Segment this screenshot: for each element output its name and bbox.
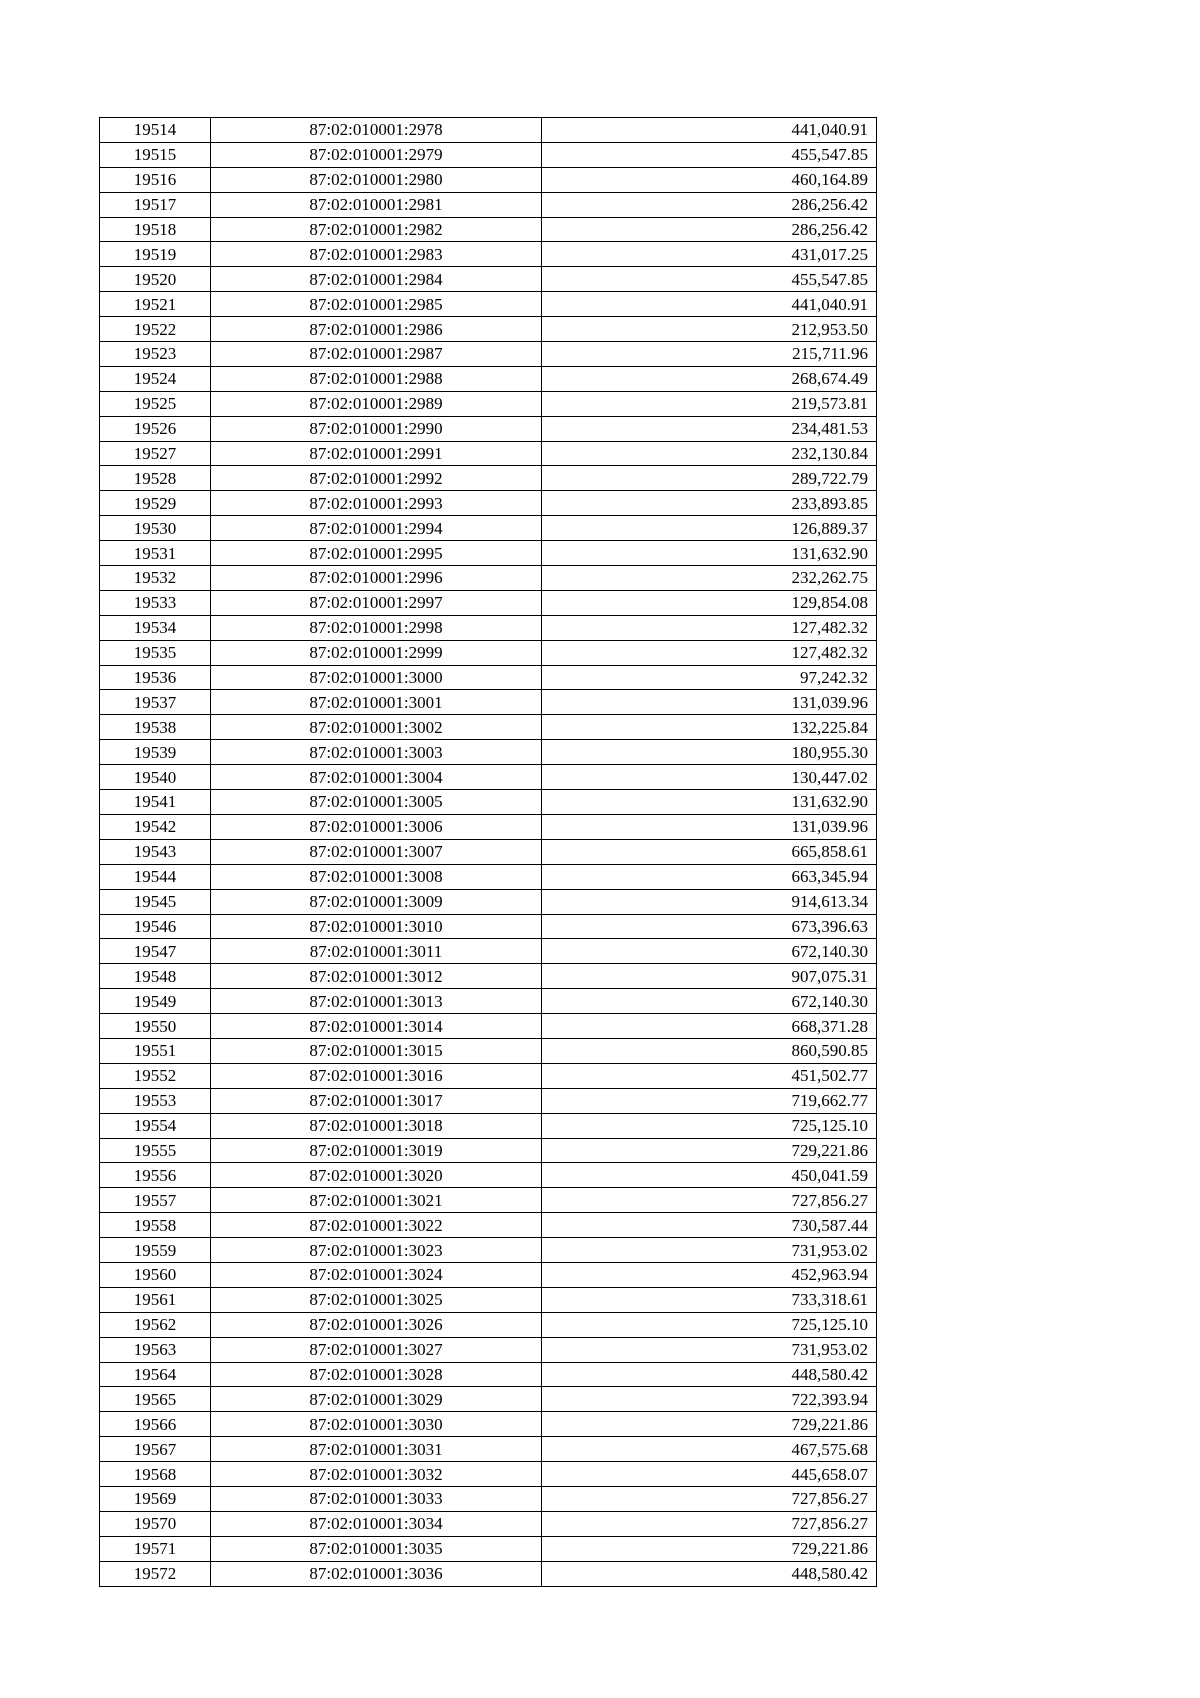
cadastral-number-cell: 87:02:010001:3035 [211, 1536, 542, 1561]
cadastral-value-cell: 727,856.27 [542, 1188, 877, 1213]
cadastral-value-cell: 445,658.07 [542, 1462, 877, 1487]
table-row [100, 889, 877, 914]
table-row [100, 416, 877, 441]
row-number-cell: 19523 [100, 342, 211, 367]
row-number-cell: 19525 [100, 391, 211, 416]
cadastral-number-cell: 87:02:010001:3036 [211, 1561, 542, 1586]
cadastral-value-cell: 234,481.53 [542, 416, 877, 441]
cadastral-number-cell: 87:02:010001:2994 [211, 516, 542, 541]
cadastral-number-cell: 87:02:010001:3006 [211, 814, 542, 839]
row-number-cell: 19542 [100, 814, 211, 839]
row-number-cell: 19539 [100, 740, 211, 765]
row-number-cell: 19543 [100, 839, 211, 864]
cadastral-value-cell: 452,963.94 [542, 1262, 877, 1287]
row-number-cell: 19563 [100, 1337, 211, 1362]
cadastral-value-cell: 232,262.75 [542, 566, 877, 591]
row-number-cell: 19567 [100, 1437, 211, 1462]
cadastral-value-table [99, 117, 877, 1587]
table-row [100, 989, 877, 1014]
row-number-cell: 19558 [100, 1213, 211, 1238]
table-row [100, 1561, 877, 1586]
cadastral-number-cell: 87:02:010001:3022 [211, 1213, 542, 1238]
cadastral-value-cell: 132,225.84 [542, 715, 877, 740]
cadastral-number-cell: 87:02:010001:2998 [211, 615, 542, 640]
cadastral-number-cell: 87:02:010001:2988 [211, 366, 542, 391]
cadastral-value-cell: 727,856.27 [542, 1511, 877, 1536]
cadastral-number-cell: 87:02:010001:3027 [211, 1337, 542, 1362]
cadastral-value-cell: 448,580.42 [542, 1561, 877, 1586]
cadastral-number-cell: 87:02:010001:2983 [211, 242, 542, 267]
table-row [100, 640, 877, 665]
cadastral-value-cell: 180,955.30 [542, 740, 877, 765]
cadastral-value-cell: 219,573.81 [542, 391, 877, 416]
cadastral-number-cell: 87:02:010001:3007 [211, 839, 542, 864]
table-row [100, 142, 877, 167]
cadastral-number-cell: 87:02:010001:2993 [211, 491, 542, 516]
table-row [100, 864, 877, 889]
cadastral-value-cell: 286,256.42 [542, 217, 877, 242]
cadastral-value-cell: 131,039.96 [542, 690, 877, 715]
cadastral-number-cell: 87:02:010001:3023 [211, 1238, 542, 1263]
row-number-cell: 19541 [100, 790, 211, 815]
table-row [100, 1511, 877, 1536]
row-number-cell: 19540 [100, 765, 211, 790]
cadastral-number-cell: 87:02:010001:3012 [211, 964, 542, 989]
table-row [100, 1014, 877, 1039]
cadastral-value-cell: 860,590.85 [542, 1038, 877, 1063]
cadastral-number-cell: 87:02:010001:3015 [211, 1038, 542, 1063]
cadastral-number-cell: 87:02:010001:3002 [211, 715, 542, 740]
cadastral-value-cell: 431,017.25 [542, 242, 877, 267]
table-row [100, 1337, 877, 1362]
row-number-cell: 19531 [100, 541, 211, 566]
row-number-cell: 19520 [100, 267, 211, 292]
table-row [100, 242, 877, 267]
row-number-cell: 19538 [100, 715, 211, 740]
cadastral-number-cell: 87:02:010001:2987 [211, 342, 542, 367]
row-number-cell: 19568 [100, 1462, 211, 1487]
cadastral-value-cell: 129,854.08 [542, 590, 877, 615]
row-number-cell: 19545 [100, 889, 211, 914]
table-row [100, 1063, 877, 1088]
cadastral-number-cell: 87:02:010001:2984 [211, 267, 542, 292]
cadastral-value-cell: 731,953.02 [542, 1337, 877, 1362]
table-row [100, 192, 877, 217]
table-row [100, 590, 877, 615]
table-row [100, 1362, 877, 1387]
cadastral-number-cell: 87:02:010001:3001 [211, 690, 542, 715]
row-number-cell: 19527 [100, 441, 211, 466]
cadastral-number-cell: 87:02:010001:3024 [211, 1262, 542, 1287]
row-number-cell: 19514 [100, 118, 211, 143]
cadastral-value-cell: 729,221.86 [542, 1138, 877, 1163]
row-number-cell: 19517 [100, 192, 211, 217]
table-row [100, 342, 877, 367]
cadastral-number-cell: 87:02:010001:2991 [211, 441, 542, 466]
cadastral-value-cell: 131,632.90 [542, 790, 877, 815]
cadastral-number-cell: 87:02:010001:3028 [211, 1362, 542, 1387]
cadastral-number-cell: 87:02:010001:3033 [211, 1486, 542, 1511]
cadastral-number-cell: 87:02:010001:3018 [211, 1113, 542, 1138]
table-row [100, 1312, 877, 1337]
table-row [100, 391, 877, 416]
table-row [100, 615, 877, 640]
table-row [100, 1262, 877, 1287]
cadastral-value-cell: 215,711.96 [542, 342, 877, 367]
cadastral-value-cell: 460,164.89 [542, 167, 877, 192]
cadastral-number-cell: 87:02:010001:2980 [211, 167, 542, 192]
cadastral-value-cell: 467,575.68 [542, 1437, 877, 1462]
cadastral-number-cell: 87:02:010001:2996 [211, 566, 542, 591]
row-number-cell: 19565 [100, 1387, 211, 1412]
table-row [100, 964, 877, 989]
table-row [100, 839, 877, 864]
row-number-cell: 19532 [100, 566, 211, 591]
row-number-cell: 19536 [100, 665, 211, 690]
cadastral-value-cell: 673,396.63 [542, 914, 877, 939]
cadastral-value-cell: 665,858.61 [542, 839, 877, 864]
table-row [100, 1163, 877, 1188]
row-number-cell: 19554 [100, 1113, 211, 1138]
row-number-cell: 19515 [100, 142, 211, 167]
cadastral-value-cell: 729,221.86 [542, 1536, 877, 1561]
table-row [100, 1412, 877, 1437]
cadastral-value-cell: 97,242.32 [542, 665, 877, 690]
row-number-cell: 19548 [100, 964, 211, 989]
cadastral-value-cell: 268,674.49 [542, 366, 877, 391]
cadastral-number-cell: 87:02:010001:3017 [211, 1088, 542, 1113]
cadastral-value-cell: 730,587.44 [542, 1213, 877, 1238]
cadastral-number-cell: 87:02:010001:2978 [211, 118, 542, 143]
cadastral-number-cell: 87:02:010001:3025 [211, 1287, 542, 1312]
cadastral-number-cell: 87:02:010001:3011 [211, 939, 542, 964]
cadastral-number-cell: 87:02:010001:3010 [211, 914, 542, 939]
row-number-cell: 19564 [100, 1362, 211, 1387]
cadastral-number-cell: 87:02:010001:2997 [211, 590, 542, 615]
table-row [100, 715, 877, 740]
cadastral-number-cell: 87:02:010001:3029 [211, 1387, 542, 1412]
row-number-cell: 19562 [100, 1312, 211, 1337]
row-number-cell: 19534 [100, 615, 211, 640]
cadastral-value-cell: 127,482.32 [542, 640, 877, 665]
row-number-cell: 19549 [100, 989, 211, 1014]
row-number-cell: 19571 [100, 1536, 211, 1561]
cadastral-value-cell: 131,632.90 [542, 541, 877, 566]
cadastral-value-cell: 289,722.79 [542, 466, 877, 491]
table-row [100, 1213, 877, 1238]
cadastral-value-cell: 127,482.32 [542, 615, 877, 640]
row-number-cell: 19550 [100, 1014, 211, 1039]
cadastral-number-cell: 87:02:010001:3032 [211, 1462, 542, 1487]
row-number-cell: 19529 [100, 491, 211, 516]
table-row [100, 765, 877, 790]
cadastral-value-cell: 722,393.94 [542, 1387, 877, 1412]
table-row [100, 814, 877, 839]
cadastral-value-cell: 450,041.59 [542, 1163, 877, 1188]
cadastral-value-cell: 725,125.10 [542, 1312, 877, 1337]
row-number-cell: 19572 [100, 1561, 211, 1586]
cadastral-value-cell: 286,256.42 [542, 192, 877, 217]
cadastral-value-cell: 663,345.94 [542, 864, 877, 889]
cadastral-value-cell: 451,502.77 [542, 1063, 877, 1088]
cadastral-value-cell: 455,547.85 [542, 142, 877, 167]
cadastral-number-cell: 87:02:010001:2995 [211, 541, 542, 566]
cadastral-value-cell: 729,221.86 [542, 1412, 877, 1437]
table-row [100, 441, 877, 466]
cadastral-number-cell: 87:02:010001:3004 [211, 765, 542, 790]
cadastral-value-cell: 232,130.84 [542, 441, 877, 466]
table-row [100, 1387, 877, 1412]
cadastral-number-cell: 87:02:010001:3030 [211, 1412, 542, 1437]
cadastral-value-cell: 668,371.28 [542, 1014, 877, 1039]
table-row [100, 491, 877, 516]
table-row [100, 566, 877, 591]
row-number-cell: 19559 [100, 1238, 211, 1263]
cadastral-number-cell: 87:02:010001:2982 [211, 217, 542, 242]
table-row [100, 665, 877, 690]
table-row [100, 1486, 877, 1511]
row-number-cell: 19518 [100, 217, 211, 242]
cadastral-number-cell: 87:02:010001:3016 [211, 1063, 542, 1088]
cadastral-value-cell: 130,447.02 [542, 765, 877, 790]
table-row [100, 1238, 877, 1263]
cadastral-value-cell: 233,893.85 [542, 491, 877, 516]
cadastral-number-cell: 87:02:010001:3020 [211, 1163, 542, 1188]
cadastral-number-cell: 87:02:010001:2999 [211, 640, 542, 665]
cadastral-value-cell: 719,662.77 [542, 1088, 877, 1113]
cadastral-number-cell: 87:02:010001:2986 [211, 317, 542, 342]
row-number-cell: 19524 [100, 366, 211, 391]
row-number-cell: 19537 [100, 690, 211, 715]
row-number-cell: 19533 [100, 590, 211, 615]
row-number-cell: 19522 [100, 317, 211, 342]
cadastral-number-cell: 87:02:010001:3013 [211, 989, 542, 1014]
table-row [100, 790, 877, 815]
cadastral-value-cell: 455,547.85 [542, 267, 877, 292]
row-number-cell: 19528 [100, 466, 211, 491]
cadastral-value-cell: 441,040.91 [542, 292, 877, 317]
cadastral-number-cell: 87:02:010001:3000 [211, 665, 542, 690]
cadastral-number-cell: 87:02:010001:2979 [211, 142, 542, 167]
cadastral-value-cell: 212,953.50 [542, 317, 877, 342]
table-row [100, 292, 877, 317]
table-row [100, 317, 877, 342]
table-row [100, 366, 877, 391]
row-number-cell: 19521 [100, 292, 211, 317]
table-row [100, 1113, 877, 1138]
cadastral-value-cell: 672,140.30 [542, 939, 877, 964]
table-row [100, 1188, 877, 1213]
row-number-cell: 19561 [100, 1287, 211, 1312]
row-number-cell: 19526 [100, 416, 211, 441]
row-number-cell: 19552 [100, 1063, 211, 1088]
table-row [100, 466, 877, 491]
table-row [100, 1038, 877, 1063]
row-number-cell: 19519 [100, 242, 211, 267]
cadastral-number-cell: 87:02:010001:3031 [211, 1437, 542, 1462]
cadastral-value-cell: 727,856.27 [542, 1486, 877, 1511]
row-number-cell: 19530 [100, 516, 211, 541]
table-row [100, 690, 877, 715]
cadastral-number-cell: 87:02:010001:3021 [211, 1188, 542, 1213]
row-number-cell: 19535 [100, 640, 211, 665]
cadastral-value-cell: 733,318.61 [542, 1287, 877, 1312]
cadastral-number-cell: 87:02:010001:2992 [211, 466, 542, 491]
row-number-cell: 19566 [100, 1412, 211, 1437]
cadastral-value-cell: 731,953.02 [542, 1238, 877, 1263]
cadastral-number-cell: 87:02:010001:2981 [211, 192, 542, 217]
row-number-cell: 19560 [100, 1262, 211, 1287]
cadastral-value-cell: 131,039.96 [542, 814, 877, 839]
cadastral-number-cell: 87:02:010001:3005 [211, 790, 542, 815]
row-number-cell: 19546 [100, 914, 211, 939]
cadastral-value-cell: 907,075.31 [542, 964, 877, 989]
table-row [100, 740, 877, 765]
row-number-cell: 19570 [100, 1511, 211, 1536]
table-row [100, 267, 877, 292]
row-number-cell: 19569 [100, 1486, 211, 1511]
cadastral-number-cell: 87:02:010001:3019 [211, 1138, 542, 1163]
row-number-cell: 19544 [100, 864, 211, 889]
cadastral-number-cell: 87:02:010001:3014 [211, 1014, 542, 1039]
table-row [100, 1536, 877, 1561]
table-row [100, 516, 877, 541]
table-row [100, 167, 877, 192]
cadastral-number-cell: 87:02:010001:3008 [211, 864, 542, 889]
row-number-cell: 19547 [100, 939, 211, 964]
table-row [100, 1138, 877, 1163]
table-row [100, 1462, 877, 1487]
cadastral-number-cell: 87:02:010001:2989 [211, 391, 542, 416]
cadastral-value-cell: 448,580.42 [542, 1362, 877, 1387]
table-body [100, 118, 877, 1587]
row-number-cell: 19553 [100, 1088, 211, 1113]
cadastral-value-cell: 725,125.10 [542, 1113, 877, 1138]
row-number-cell: 19551 [100, 1038, 211, 1063]
cadastral-value-cell: 441,040.91 [542, 118, 877, 143]
row-number-cell: 19556 [100, 1163, 211, 1188]
cadastral-number-cell: 87:02:010001:3034 [211, 1511, 542, 1536]
table-row [100, 118, 877, 143]
cadastral-number-cell: 87:02:010001:3026 [211, 1312, 542, 1337]
row-number-cell: 19555 [100, 1138, 211, 1163]
row-number-cell: 19557 [100, 1188, 211, 1213]
table-row [100, 1088, 877, 1113]
table-row [100, 1437, 877, 1462]
table-row [100, 914, 877, 939]
cadastral-number-cell: 87:02:010001:2985 [211, 292, 542, 317]
cadastral-number-cell: 87:02:010001:2990 [211, 416, 542, 441]
cadastral-number-cell: 87:02:010001:3009 [211, 889, 542, 914]
cadastral-value-cell: 672,140.30 [542, 989, 877, 1014]
table-row [100, 939, 877, 964]
table-row [100, 541, 877, 566]
cadastral-value-cell: 914,613.34 [542, 889, 877, 914]
table-row [100, 1287, 877, 1312]
table-row [100, 217, 877, 242]
row-number-cell: 19516 [100, 167, 211, 192]
cadastral-number-cell: 87:02:010001:3003 [211, 740, 542, 765]
cadastral-value-cell: 126,889.37 [542, 516, 877, 541]
